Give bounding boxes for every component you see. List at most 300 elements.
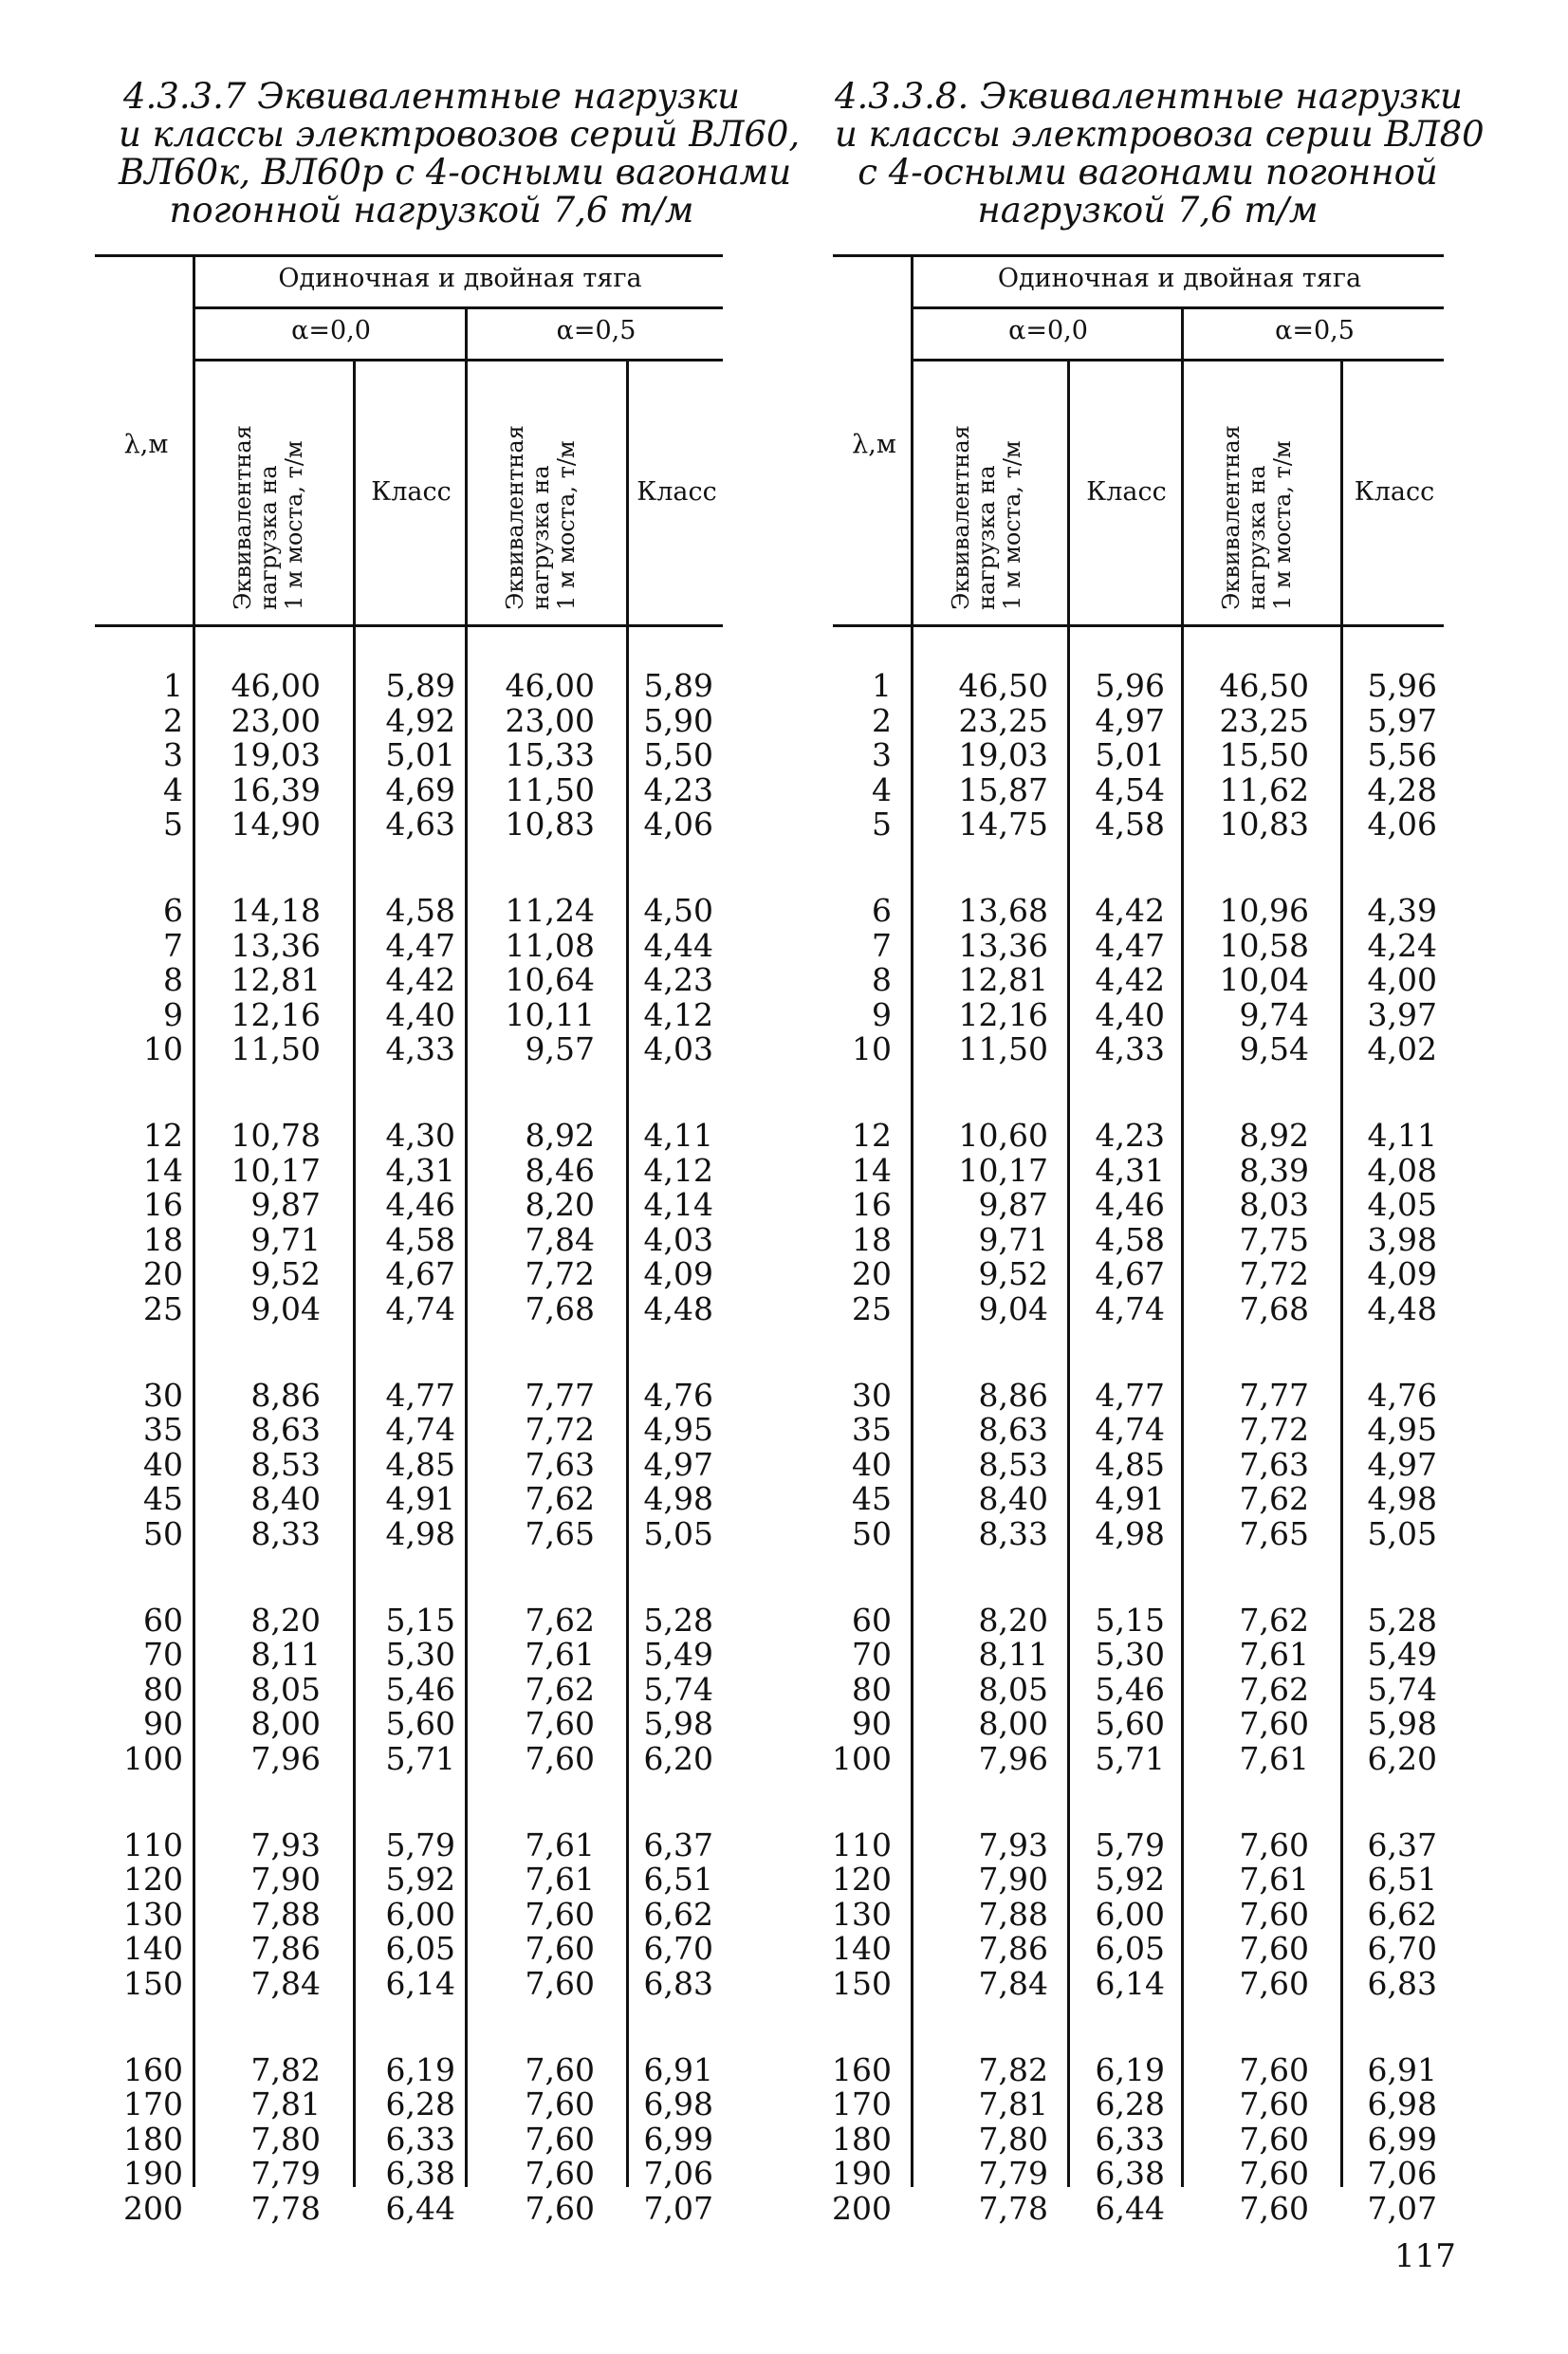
equiv-load-a-cell: 46,00 bbox=[231, 667, 321, 704]
equiv-load-b-cell: 7,60 bbox=[1239, 1895, 1309, 1933]
class-b-cell: 5,90 bbox=[643, 701, 713, 739]
lambda-cell: 45 bbox=[852, 1480, 892, 1517]
equiv-load-a-cell: 7,93 bbox=[978, 1826, 1048, 1863]
alpha-05-header: α=0,5 bbox=[556, 316, 636, 345]
header-bottom-rule bbox=[833, 624, 1444, 627]
equiv-load-b-cell: 7,68 bbox=[1239, 1289, 1309, 1327]
class-a-cell: 4,91 bbox=[385, 1480, 455, 1517]
class-b-cell: 4,95 bbox=[643, 1411, 713, 1448]
equiv-load-b-cell: 9,54 bbox=[1239, 1030, 1309, 1067]
equiv-load-a-cell: 7,84 bbox=[250, 1964, 321, 2002]
class-a-cell: 5,60 bbox=[1095, 1705, 1165, 1742]
class-a-cell: 6,38 bbox=[385, 2155, 455, 2192]
equiv-load-a-cell: 9,04 bbox=[978, 1289, 1048, 1327]
lambda-cell: 2 bbox=[872, 701, 892, 739]
lambda-cell: 9 bbox=[163, 995, 183, 1033]
equiv-load-a-cell: 8,20 bbox=[978, 1601, 1048, 1639]
equiv-load-a-cell: 8,20 bbox=[250, 1601, 321, 1639]
equiv-load-a-cell: 9,87 bbox=[978, 1186, 1048, 1223]
lambda-cell: 16 bbox=[852, 1186, 892, 1223]
class-a-cell: 6,14 bbox=[1095, 1964, 1165, 2002]
class-a-cell: 4,33 bbox=[385, 1030, 455, 1067]
class-b-cell: 4,95 bbox=[1367, 1411, 1437, 1448]
table-top-rule bbox=[833, 254, 1444, 257]
equiv-load-a-cell: 7,93 bbox=[250, 1826, 321, 1863]
equiv-load-b-cell: 7,60 bbox=[1239, 2050, 1309, 2088]
page-number: 117 bbox=[1394, 2237, 1456, 2275]
lambda-cell: 14 bbox=[143, 1151, 183, 1189]
equiv-load-a-cell: 7,81 bbox=[250, 2085, 321, 2122]
caption-line: ВЛ60к, ВЛ60р с 4-осными вагонами bbox=[119, 152, 792, 193]
caption-line: с 4-осными вагонами погонной bbox=[858, 152, 1438, 193]
class-a-cell: 6,44 bbox=[1095, 2189, 1165, 2227]
equiv-load-a-cell: 7,86 bbox=[250, 1930, 321, 1967]
equiv-load-a-cell: 7,88 bbox=[978, 1895, 1048, 1933]
lambda-cell: 70 bbox=[143, 1636, 183, 1673]
class-a-cell: 5,79 bbox=[385, 1826, 455, 1863]
equiv-load-b-cell: 7,72 bbox=[525, 1255, 595, 1292]
equiv-load-b-cell: 7,60 bbox=[1239, 2085, 1309, 2122]
lambda-cell: 110 bbox=[123, 1826, 183, 1863]
equiv-load-b-cell: 7,60 bbox=[1239, 2120, 1309, 2158]
equiv-load-b-cell: 7,60 bbox=[1239, 1826, 1309, 1863]
class-a-cell: 6,19 bbox=[385, 2050, 455, 2088]
equiv-load-b-cell: 7,72 bbox=[525, 1411, 595, 1448]
equiv-load-b-cell: 7,60 bbox=[1239, 2189, 1309, 2227]
class-a-cell: 4,58 bbox=[1095, 1220, 1165, 1258]
equiv-load-b-cell: 7,60 bbox=[525, 2120, 595, 2158]
lambda-cell: 150 bbox=[832, 1964, 892, 2002]
lambda-cell: 110 bbox=[832, 1826, 892, 1863]
equiv-load-header-line: 1 м моста, т/м bbox=[553, 440, 580, 610]
equiv-load-b-cell: 7,60 bbox=[525, 1705, 595, 1742]
lambda-cell: 50 bbox=[143, 1514, 183, 1552]
equiv-load-a-cell: 46,50 bbox=[958, 667, 1048, 704]
class-a-cell: 4,97 bbox=[1095, 701, 1165, 739]
class-b-cell: 4,50 bbox=[643, 892, 713, 929]
class-a-cell: 6,19 bbox=[1095, 2050, 1165, 2088]
equiv-load-a-cell: 13,68 bbox=[958, 892, 1048, 929]
equiv-load-a-cell: 8,00 bbox=[978, 1705, 1048, 1742]
traction-group-header: Одиночная и двойная тяга bbox=[997, 264, 1362, 293]
lambda-cell: 40 bbox=[852, 1445, 892, 1483]
lambda-cell: 14 bbox=[852, 1151, 892, 1189]
equiv-load-header-line: Эквивалентная bbox=[948, 425, 974, 610]
equiv-load-b-cell: 15,50 bbox=[1219, 736, 1309, 773]
lambda-cell: 7 bbox=[163, 926, 183, 964]
class-b-cell: 6,62 bbox=[1367, 1895, 1437, 1933]
class-b-cell: 7,06 bbox=[1367, 2155, 1437, 2192]
class-b-cell: 6,98 bbox=[643, 2085, 713, 2122]
class-b-cell: 4,06 bbox=[643, 806, 713, 843]
class-b-cell: 4,09 bbox=[643, 1255, 713, 1292]
equiv-load-a-cell: 10,17 bbox=[231, 1151, 321, 1189]
equiv-load-a-cell: 15,87 bbox=[958, 770, 1048, 808]
equiv-load-b-cell: 10,64 bbox=[505, 961, 595, 998]
class-b-cell: 7,06 bbox=[643, 2155, 713, 2192]
equiv-load-a-cell: 12,81 bbox=[231, 961, 321, 998]
class-a-cell: 6,33 bbox=[1095, 2120, 1165, 2158]
class-a-cell: 6,05 bbox=[385, 1930, 455, 1967]
lambda-cell: 20 bbox=[143, 1255, 183, 1292]
equiv-load-a-cell: 9,04 bbox=[250, 1289, 321, 1327]
caption-line: и классы электровозов серий ВЛ60, bbox=[119, 114, 801, 155]
equiv-load-b-cell: 11,50 bbox=[505, 770, 595, 808]
class-a-cell: 5,01 bbox=[385, 736, 455, 773]
equiv-load-b-cell: 7,68 bbox=[525, 1289, 595, 1327]
class-a-cell: 4,98 bbox=[385, 1514, 455, 1552]
lambda-cell: 18 bbox=[143, 1220, 183, 1258]
class-b-cell: 4,11 bbox=[643, 1117, 713, 1154]
equiv-load-b-cell: 7,77 bbox=[1239, 1376, 1309, 1414]
equiv-load-b-cell: 7,65 bbox=[1239, 1514, 1309, 1552]
lambda-cell: 18 bbox=[852, 1220, 892, 1258]
lambda-cell: 5 bbox=[872, 806, 892, 843]
class-b-cell: 4,03 bbox=[643, 1220, 713, 1258]
class-a-cell: 4,58 bbox=[1095, 806, 1165, 843]
equiv-load-b-cell: 10,83 bbox=[1219, 806, 1309, 843]
right-table-caption bbox=[835, 76, 1485, 231]
caption-line: и классы электровоза серии ВЛ80 bbox=[835, 114, 1485, 155]
equiv-load-a-cell: 19,03 bbox=[958, 736, 1048, 773]
equiv-load-header-line: Эквивалентная bbox=[502, 425, 528, 610]
equiv-load-a-cell: 8,33 bbox=[978, 1514, 1048, 1552]
equiv-load-a-cell: 10,78 bbox=[231, 1117, 321, 1154]
equiv-load-header-line: Эквивалентная bbox=[1218, 425, 1245, 610]
equiv-load-b-cell: 11,24 bbox=[505, 892, 595, 929]
caption-line: нагрузкой 7,6 т/м bbox=[977, 190, 1319, 231]
equiv-load-a-cell: 19,03 bbox=[231, 736, 321, 773]
equiv-load-a-cell: 12,16 bbox=[958, 995, 1048, 1033]
class-a-cell: 6,33 bbox=[385, 2120, 455, 2158]
lambda-cell: 12 bbox=[852, 1117, 892, 1154]
class-a-cell: 4,77 bbox=[385, 1376, 455, 1414]
lambda-cell: 140 bbox=[123, 1930, 183, 1967]
class-b-cell: 6,99 bbox=[1367, 2120, 1437, 2158]
class-a-cell: 4,47 bbox=[385, 926, 455, 964]
equiv-load-a-cell: 8,86 bbox=[978, 1376, 1048, 1414]
equiv-load-b-cell: 11,62 bbox=[1219, 770, 1309, 808]
class-a-cell: 4,42 bbox=[385, 961, 455, 998]
class-b-cell: 6,20 bbox=[1367, 1739, 1437, 1777]
equiv-load-a-cell: 7,79 bbox=[250, 2155, 321, 2192]
class-a-cell: 5,92 bbox=[385, 1861, 455, 1898]
class-b-cell: 4,05 bbox=[1367, 1186, 1437, 1223]
lambda-cell: 20 bbox=[852, 1255, 892, 1292]
equiv-load-b-cell: 10,83 bbox=[505, 806, 595, 843]
equiv-load-a-cell: 8,00 bbox=[250, 1705, 321, 1742]
equiv-load-b-cell: 7,62 bbox=[1239, 1480, 1309, 1517]
class-a-cell: 4,67 bbox=[1095, 1255, 1165, 1292]
class-b-cell: 5,96 bbox=[1367, 667, 1437, 704]
class-b-cell: 4,06 bbox=[1367, 806, 1437, 843]
lambda-cell: 180 bbox=[123, 2120, 183, 2158]
alpha-0-header: α=0,0 bbox=[1008, 316, 1088, 345]
class-b-cell: 6,51 bbox=[1367, 1861, 1437, 1898]
equiv-load-b-cell: 7,60 bbox=[525, 1930, 595, 1967]
class-b-cell: 5,74 bbox=[643, 1670, 713, 1708]
equiv-load-b-cell: 10,11 bbox=[505, 995, 595, 1033]
equiv-load-b-cell: 7,65 bbox=[525, 1514, 595, 1552]
alpha-05-header: α=0,5 bbox=[1275, 316, 1355, 345]
equiv-load-a-cell: 23,00 bbox=[231, 701, 321, 739]
lambda-cell: 90 bbox=[143, 1705, 183, 1742]
lambda-cell: 150 bbox=[123, 1964, 183, 2002]
lambda-cell: 7 bbox=[872, 926, 892, 964]
lambda-cell: 35 bbox=[143, 1411, 183, 1448]
equiv-load-b-cell: 11,08 bbox=[505, 926, 595, 964]
class-a-cell: 4,91 bbox=[1095, 1480, 1165, 1517]
equiv-load-b-cell: 7,60 bbox=[525, 2085, 595, 2122]
lambda-cell: 25 bbox=[852, 1289, 892, 1327]
lambda-cell: 3 bbox=[872, 736, 892, 773]
class-a-cell: 4,33 bbox=[1095, 1030, 1165, 1067]
lambda-cell: 130 bbox=[832, 1895, 892, 1933]
class-a-cell: 4,63 bbox=[385, 806, 455, 843]
equiv-load-b-cell: 7,63 bbox=[1239, 1445, 1309, 1483]
class-b-cell: 6,98 bbox=[1367, 2085, 1437, 2122]
lambda-cell: 90 bbox=[852, 1705, 892, 1742]
class-a-cell: 5,71 bbox=[385, 1739, 455, 1777]
equiv-load-header-line: нагрузка на bbox=[973, 465, 1000, 610]
class-b-cell: 4,14 bbox=[643, 1186, 713, 1223]
class-a-cell: 5,46 bbox=[1095, 1670, 1165, 1708]
class-a-cell: 4,69 bbox=[385, 770, 455, 808]
left-table-caption bbox=[119, 76, 801, 231]
lambda-cell: 10 bbox=[852, 1030, 892, 1067]
class-b-cell: 4,23 bbox=[643, 770, 713, 808]
lambda-cell: 80 bbox=[143, 1670, 183, 1708]
equiv-load-a-cell: 7,80 bbox=[978, 2120, 1048, 2158]
lambda-header: λ,м bbox=[852, 430, 896, 459]
class-b-cell: 5,74 bbox=[1367, 1670, 1437, 1708]
equiv-load-b-cell: 10,04 bbox=[1219, 961, 1309, 998]
equiv-load-a-cell: 7,84 bbox=[978, 1964, 1048, 2002]
equiv-load-b-cell: 7,62 bbox=[525, 1480, 595, 1517]
class-b-cell: 4,48 bbox=[1367, 1289, 1437, 1327]
lambda-column-rule bbox=[911, 254, 913, 2187]
equiv-load-b-cell: 7,84 bbox=[525, 1220, 595, 1258]
lambda-cell: 4 bbox=[872, 770, 892, 808]
class-b-cell: 5,98 bbox=[643, 1705, 713, 1742]
equiv-load-b-cell: 7,60 bbox=[1239, 2155, 1309, 2192]
lambda-cell: 3 bbox=[163, 736, 183, 773]
class-a-cell: 5,92 bbox=[1095, 1861, 1165, 1898]
equiv-load-a-cell: 10,17 bbox=[958, 1151, 1048, 1189]
equiv-load-a-cell: 7,82 bbox=[250, 2050, 321, 2088]
lambda-header: λ,м bbox=[123, 430, 169, 459]
equiv-load-b-cell: 7,61 bbox=[525, 1636, 595, 1673]
lambda-cell: 45 bbox=[143, 1480, 183, 1517]
lambda-cell: 25 bbox=[143, 1289, 183, 1327]
lambda-cell: 120 bbox=[123, 1861, 183, 1898]
class-b-cell: 3,98 bbox=[1367, 1220, 1437, 1258]
equiv-load-b-cell: 7,60 bbox=[1239, 1930, 1309, 1967]
equiv-load-a-cell: 7,90 bbox=[978, 1861, 1048, 1898]
equiv-load-a-cell: 14,18 bbox=[231, 892, 321, 929]
class-b-cell: 4,08 bbox=[1367, 1151, 1437, 1189]
class-a-cell: 5,89 bbox=[385, 667, 455, 704]
lambda-cell: 16 bbox=[143, 1186, 183, 1223]
equiv-load-b-cell: 9,74 bbox=[1239, 995, 1309, 1033]
class-b-cell: 4,00 bbox=[1367, 961, 1437, 998]
equiv-load-a-cell: 13,36 bbox=[958, 926, 1048, 964]
lambda-cell: 9 bbox=[872, 995, 892, 1033]
equiv-load-a-cell: 8,05 bbox=[250, 1670, 321, 1708]
class-b-cell: 4,39 bbox=[1367, 892, 1437, 929]
class-b-cell: 7,07 bbox=[643, 2189, 713, 2227]
class-a-cell: 5,30 bbox=[385, 1636, 455, 1673]
class-a-cell: 4,67 bbox=[385, 1255, 455, 1292]
lambda-cell: 4 bbox=[163, 770, 183, 808]
equiv-load-a-cell: 10,60 bbox=[958, 1117, 1048, 1154]
equiv-load-b-cell: 15,33 bbox=[505, 736, 595, 773]
traction-group-header: Одиночная и двойная тяга bbox=[278, 264, 642, 293]
lambda-cell: 60 bbox=[143, 1601, 183, 1639]
class-b-cell: 5,49 bbox=[1367, 1636, 1437, 1673]
equiv-load-b-cell: 46,50 bbox=[1219, 667, 1309, 704]
equiv-load-a-cell: 8,11 bbox=[978, 1636, 1048, 1673]
class-b-cell: 4,12 bbox=[643, 995, 713, 1033]
equiv-load-b-cell: 10,58 bbox=[1219, 926, 1309, 964]
equiv-load-a-cell: 7,88 bbox=[250, 1895, 321, 1933]
class-a-cell: 4,74 bbox=[1095, 1289, 1165, 1327]
class-a-cell: 6,05 bbox=[1095, 1930, 1165, 1967]
caption-line: 4.3.3.8. Эквивалентные нагрузки bbox=[835, 76, 1463, 117]
class-a-cell: 4,74 bbox=[385, 1289, 455, 1327]
class-b-cell: 4,28 bbox=[1367, 770, 1437, 808]
class-b-cell: 6,91 bbox=[643, 2050, 713, 2088]
class-b-cell: 4,12 bbox=[643, 1151, 713, 1189]
lambda-cell: 10 bbox=[143, 1030, 183, 1067]
class-a-cell: 4,74 bbox=[1095, 1411, 1165, 1448]
class-a-cell: 4,98 bbox=[1095, 1514, 1165, 1552]
lambda-cell: 30 bbox=[852, 1376, 892, 1414]
lambda-cell: 100 bbox=[123, 1739, 183, 1777]
lambda-cell: 50 bbox=[852, 1514, 892, 1552]
group-header-rule bbox=[193, 306, 723, 309]
class-a-cell: 4,85 bbox=[1095, 1445, 1165, 1483]
group-header-rule bbox=[911, 306, 1444, 309]
class-a-cell: 6,28 bbox=[1095, 2085, 1165, 2122]
class-a-cell: 4,92 bbox=[385, 701, 455, 739]
table-top-rule bbox=[95, 254, 723, 257]
class-a-cell: 4,40 bbox=[385, 995, 455, 1033]
equiv-load-a-cell: 8,05 bbox=[978, 1670, 1048, 1708]
equiv-load-a-cell: 9,71 bbox=[250, 1220, 321, 1258]
equiv-load-a-cell: 9,87 bbox=[250, 1186, 321, 1223]
class-b-cell: 4,98 bbox=[1367, 1480, 1437, 1517]
lambda-cell: 160 bbox=[832, 2050, 892, 2088]
equiv-load-b-cell: 7,61 bbox=[1239, 1739, 1309, 1777]
class-b-cell: 5,97 bbox=[1367, 701, 1437, 739]
class-a-cell: 4,54 bbox=[1095, 770, 1165, 808]
class-a-cell: 4,58 bbox=[385, 1220, 455, 1258]
lambda-cell: 130 bbox=[123, 1895, 183, 1933]
equiv-load-a-cell: 23,25 bbox=[958, 701, 1048, 739]
class-b-cell: 6,62 bbox=[643, 1895, 713, 1933]
equiv-load-b-cell: 7,62 bbox=[1239, 1670, 1309, 1708]
equiv-load-a-cell: 7,86 bbox=[978, 1930, 1048, 1967]
class-b-cell: 6,37 bbox=[1367, 1826, 1437, 1863]
class-b-cell: 5,28 bbox=[1367, 1601, 1437, 1639]
lambda-cell: 30 bbox=[143, 1376, 183, 1414]
class-a-cell: 4,46 bbox=[385, 1186, 455, 1223]
class-b-cell: 4,76 bbox=[643, 1376, 713, 1414]
lambda-cell: 6 bbox=[872, 892, 892, 929]
class-a-cell: 4,58 bbox=[385, 892, 455, 929]
equiv-load-b-cell: 46,00 bbox=[505, 667, 595, 704]
lambda-cell: 70 bbox=[852, 1636, 892, 1673]
equiv-load-b-cell: 8,39 bbox=[1239, 1151, 1309, 1189]
lambda-cell: 170 bbox=[123, 2085, 183, 2122]
equiv-load-b-cell: 7,60 bbox=[1239, 1705, 1309, 1742]
subheader-rule bbox=[911, 359, 1444, 361]
lambda-cell: 200 bbox=[832, 2189, 892, 2227]
class-a-cell: 4,42 bbox=[1095, 961, 1165, 998]
class-b-cell: 6,83 bbox=[1367, 1964, 1437, 2002]
equiv-load-b-cell: 7,62 bbox=[525, 1670, 595, 1708]
class-b-cell: 4,48 bbox=[643, 1289, 713, 1327]
equiv-load-a-cell: 12,81 bbox=[958, 961, 1048, 998]
class-b-cell: 6,70 bbox=[643, 1930, 713, 1967]
equiv-load-a-cell: 7,81 bbox=[978, 2085, 1048, 2122]
equiv-load-a-cell: 8,40 bbox=[978, 1480, 1048, 1517]
equiv-load-a-cell: 9,71 bbox=[978, 1220, 1048, 1258]
class-b-cell: 4,24 bbox=[1367, 926, 1437, 964]
class-a-cell: 4,30 bbox=[385, 1117, 455, 1154]
class-b-cell: 6,70 bbox=[1367, 1930, 1437, 1967]
equiv-load-header-line: 1 м моста, т/м bbox=[999, 440, 1025, 610]
equiv-load-a-cell: 8,11 bbox=[250, 1636, 321, 1673]
lambda-cell: 160 bbox=[123, 2050, 183, 2088]
lambda-cell: 190 bbox=[123, 2155, 183, 2192]
equiv-load-a-cell: 8,53 bbox=[250, 1445, 321, 1483]
equiv-load-b-cell: 7,60 bbox=[1239, 1964, 1309, 2002]
lambda-cell: 2 bbox=[163, 701, 183, 739]
equiv-load-a-cell: 16,39 bbox=[231, 770, 321, 808]
class-a-cell: 4,23 bbox=[1095, 1117, 1165, 1154]
equiv-load-b-cell: 8,92 bbox=[525, 1117, 595, 1154]
class-b-cell: 5,56 bbox=[1367, 736, 1437, 773]
class-b-cell: 5,50 bbox=[643, 736, 713, 773]
class-a-cell: 6,44 bbox=[385, 2189, 455, 2227]
class-a-cell: 6,28 bbox=[385, 2085, 455, 2122]
equiv-load-a-cell: 14,75 bbox=[958, 806, 1048, 843]
equiv-load-a-cell: 7,90 bbox=[250, 1861, 321, 1898]
equiv-load-b-cell: 7,72 bbox=[1239, 1255, 1309, 1292]
class-a-cell: 6,14 bbox=[385, 1964, 455, 2002]
lambda-cell: 170 bbox=[832, 2085, 892, 2122]
class-b-cell: 5,89 bbox=[643, 667, 713, 704]
lambda-cell: 1 bbox=[872, 667, 892, 704]
equiv-load-header-line: 1 м моста, т/м bbox=[281, 440, 307, 610]
equiv-load-a-cell: 7,96 bbox=[250, 1739, 321, 1777]
lambda-cell: 6 bbox=[163, 892, 183, 929]
lambda-cell: 12 bbox=[143, 1117, 183, 1154]
alpha-0-header: α=0,0 bbox=[291, 316, 371, 345]
equiv-load-b-cell: 7,61 bbox=[525, 1826, 595, 1863]
equiv-load-b-cell: 8,46 bbox=[525, 1151, 595, 1189]
class-a-cell: 6,00 bbox=[385, 1895, 455, 1933]
equiv-load-b-cell: 7,63 bbox=[525, 1445, 595, 1483]
equiv-load-b-cell: 7,72 bbox=[1239, 1411, 1309, 1448]
class-b-cell: 4,97 bbox=[1367, 1445, 1437, 1483]
equiv-load-b-cell: 10,96 bbox=[1219, 892, 1309, 929]
lambda-cell: 8 bbox=[163, 961, 183, 998]
class-a-cell: 5,15 bbox=[385, 1601, 455, 1639]
class-b-cell: 3,97 bbox=[1367, 995, 1437, 1033]
